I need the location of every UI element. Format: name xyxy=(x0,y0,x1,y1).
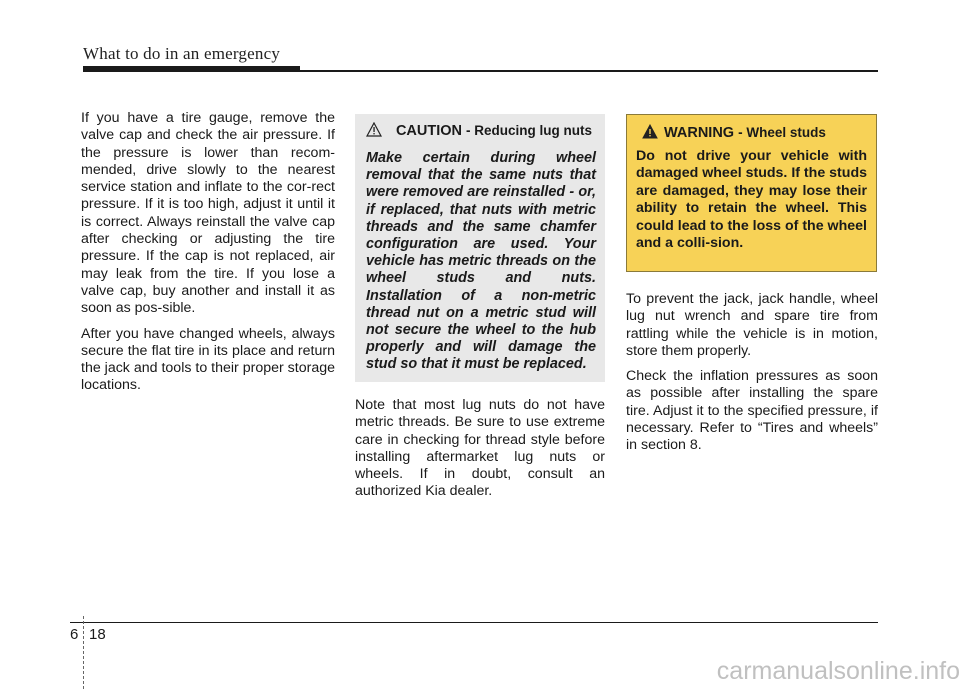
column-2 xyxy=(355,397,605,509)
page-header-title: What to do in an emergency xyxy=(83,44,281,63)
warning-box xyxy=(626,114,877,272)
warning-triangle-icon xyxy=(642,124,658,144)
page-number: 18 xyxy=(89,626,106,643)
column-1 xyxy=(81,110,335,403)
paragraph-store-jack: To prevent the jack, jack handle, wheel lug nut wrench and spare tire from rattling while the vehicle is in motion, store them properly. xyxy=(626,291,878,359)
footer-divider xyxy=(83,616,85,689)
caution-title xyxy=(366,122,596,142)
warning-title xyxy=(636,124,867,144)
chapter-number: 6 xyxy=(70,626,79,643)
footer-rule xyxy=(70,622,878,623)
caution-label: CAUTION xyxy=(395,123,463,139)
header-rule xyxy=(83,70,878,72)
warning-body: Do not drive your vehicle with damaged wheel studs. If the studs are damaged, they may lose their ability to retain the wheel. This could lead to the loss of the wheel and a colli-sion. xyxy=(636,148,867,252)
warning-label: WARNING xyxy=(664,125,735,141)
paragraph-metric-threads: Note that most lug nuts do not have metric threads. Be sure to use extreme care in checking for thread style before installing aftermarket lug nuts or wheels. If in doubt, consult an authorized Kia dealer. xyxy=(355,397,605,500)
caution-body: Make certain during wheel removal that the same nuts that were removed are reinstalled - or, if replaced, that nuts with metric threads and the same chamfer configuration are used. Your vehicle has metric threads on the wheel studs and nuts. Installation of a non-metric thread nut on a metric stud will not secure the wheel to the hub properly and will damage the stud so that it must be replaced. xyxy=(366,150,596,373)
paragraph-secure-flat-tire: After you have changed wheels, always secure the flat tire in its place and return the jack and tools to their proper storage locations. xyxy=(81,325,335,394)
caution-subtitle: - Reducing lug nuts xyxy=(466,123,593,138)
watermark: carmanualsonline.info xyxy=(716,657,960,685)
warning-subtitle: - Wheel studs xyxy=(738,125,826,140)
caution-triangle-icon xyxy=(366,122,382,142)
column-3 xyxy=(626,291,878,463)
paragraph-check-inflation: Check the inflation pressures as soon as possible after installing the spare tire. Adjust it to the specified pressure, if necessary. Refer to “Tires and wheels” in section 8. xyxy=(626,368,878,454)
paragraph-tire-gauge: If you have a tire gauge, remove the valve cap and check the air pressure. If the pressure is lower than recom-mended, drive slowly to the nearest service station and inflate to the cor-rect pressure. If it is too high, adjust it until it is correct. Always reinstall the valve cap after checking or adjusting the tire pressure. If the cap is not replaced, air may leak from the tire. If you lose a valve cap, buy another and install it as soon as pos-sible. xyxy=(81,110,335,317)
caution-box xyxy=(355,114,605,382)
